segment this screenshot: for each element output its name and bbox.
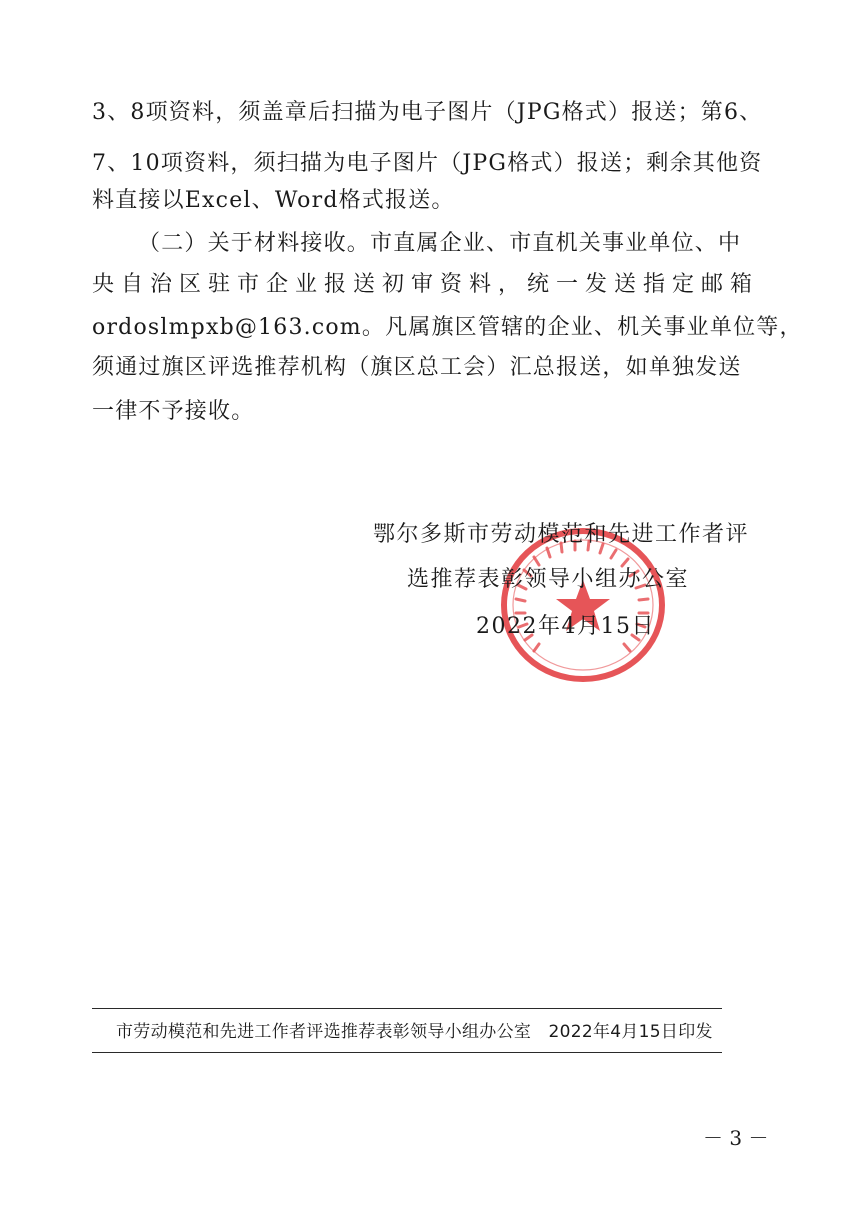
body-line-3: 料直接以Excel、Word格式报送。 bbox=[92, 188, 455, 213]
body-line-2: 7、10项资料，须扫描为电子图片（JPG格式）报送；剩余其他资 bbox=[92, 151, 763, 176]
body-line-5: 央自治区驻市企业报送初审资料，统一发送指定邮箱 bbox=[92, 272, 752, 297]
body-line-8: 一律不予接收。 bbox=[92, 399, 255, 424]
body-line-7: 须通过旗区评选推荐机构（旗区总工会）汇总报送，如单独发送 bbox=[92, 355, 742, 380]
signature-org-line-2: 选推荐表彰领导小组办公室 bbox=[407, 567, 690, 592]
footer-issuer-text: 市劳动模范和先进工作者评选推荐表彰领导小组办公室 2022年4月15日印发 bbox=[116, 1022, 713, 1042]
body-line-4: （二）关于材料接收。市直属企业、市直机关事业单位、中 bbox=[138, 231, 742, 256]
signature-date: 2022年4月15日 bbox=[476, 614, 655, 639]
footer-bottom-rule bbox=[92, 1052, 722, 1053]
body-line-6: ordoslmpxb@163.com。凡属旗区管辖的企业、机关事业单位等， bbox=[92, 315, 803, 340]
body-line-1: 3、8项资料，须盖章后扫描为电子图片（JPG格式）报送；第6、 bbox=[92, 100, 763, 125]
footer-top-rule bbox=[92, 1008, 722, 1009]
signature-org-line-1: 鄂尔多斯市劳动模范和先进工作者评 bbox=[373, 522, 750, 547]
page-number: － 3 － bbox=[703, 1126, 769, 1150]
